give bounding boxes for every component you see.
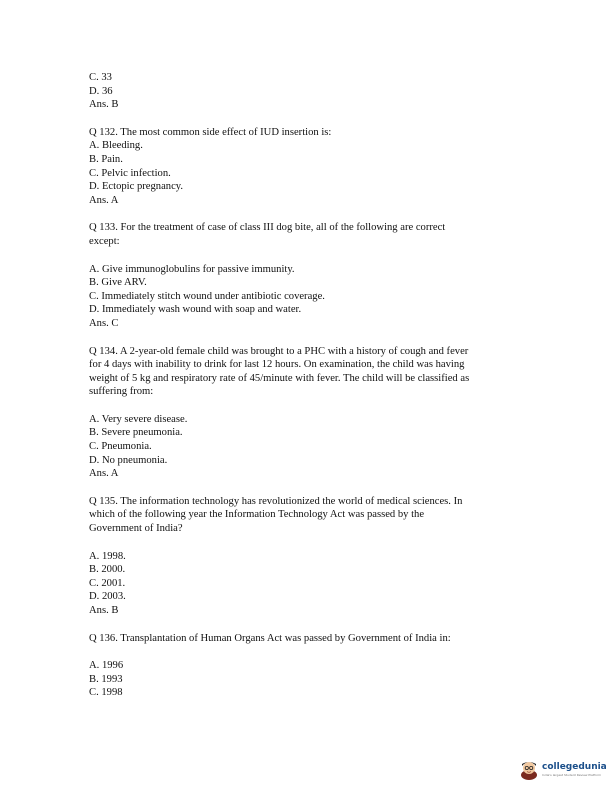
logo-tagline: India's largest Student Review Platform	[542, 773, 602, 777]
option: A. 1998.	[89, 550, 126, 562]
option: A. 1996	[89, 660, 124, 672]
question-135	[89, 495, 529, 618]
option: B. Give ARV.	[89, 277, 147, 289]
question-text: suffering from:	[89, 386, 154, 398]
question-text: for 4 days with inability to drink for last 12 hours. On examination, the child was having	[89, 359, 465, 371]
option: B. Severe pneumonia.	[89, 427, 183, 439]
answer: Ans. A	[89, 468, 119, 480]
option: D. Ectopic pregnancy.	[89, 181, 184, 193]
question-text: Q 133. For the treatment of case of class III dog bite, all of the following are correct	[89, 222, 446, 234]
question-134	[89, 345, 529, 481]
option: C. 33	[89, 72, 112, 83]
question-text: Q 134. A 2-year-old female child was brought to a PHC with a history of cough and fever	[89, 345, 469, 357]
logo-text	[542, 763, 607, 777]
question-text: weight of 5 kg and respiratory rate of 45/minute with fever. The child will be classified as	[89, 372, 470, 384]
option: B. 2000.	[89, 564, 126, 576]
question-132	[89, 126, 529, 208]
question-text: which of the following year the Information Technology Act was passed by the	[89, 509, 425, 521]
answer: Ans. A	[89, 194, 119, 206]
option: B. Pain.	[89, 153, 123, 165]
answer: Ans. C	[89, 317, 119, 329]
question-136	[89, 632, 529, 700]
question-text: except:	[89, 235, 120, 247]
option: C. 2001.	[89, 577, 126, 589]
collegedunia-logo	[519, 757, 607, 783]
question-text: Q 132. The most common side effect of IUD insertion is:	[89, 126, 332, 138]
option: D. 36	[89, 85, 113, 97]
answer: Ans. B	[89, 605, 119, 616]
answer: Ans. B	[89, 99, 119, 111]
question-text: Government of India?	[89, 523, 183, 535]
question-text: Q 135. The information technology has revolutionized the world of medical sciences. In	[89, 495, 463, 507]
option: A. Give immunoglobulins for passive immunity.	[89, 263, 295, 275]
mascot-icon	[519, 759, 539, 781]
option: C. Immediately stitch wound under antibiotic coverage.	[89, 290, 325, 302]
question-text: Q 136. Transplantation of Human Organs Act was passed by Government of India in:	[89, 632, 451, 644]
question-133	[89, 221, 529, 330]
option: A. Bleeding.	[89, 140, 143, 152]
option: C. 1998	[89, 687, 123, 699]
option: B. 1993	[89, 673, 123, 685]
option: D. Immediately wash wound with soap and water.	[89, 304, 302, 316]
logo-name: collegedunia	[542, 762, 607, 772]
option: D. 2003.	[89, 591, 126, 603]
option: C. Pneumonia.	[89, 441, 152, 453]
option: D. No pneumonia.	[89, 454, 168, 466]
option: A. Very severe disease.	[89, 413, 188, 425]
option: C. Pelvic infection.	[89, 167, 171, 179]
document-body	[89, 71, 529, 700]
